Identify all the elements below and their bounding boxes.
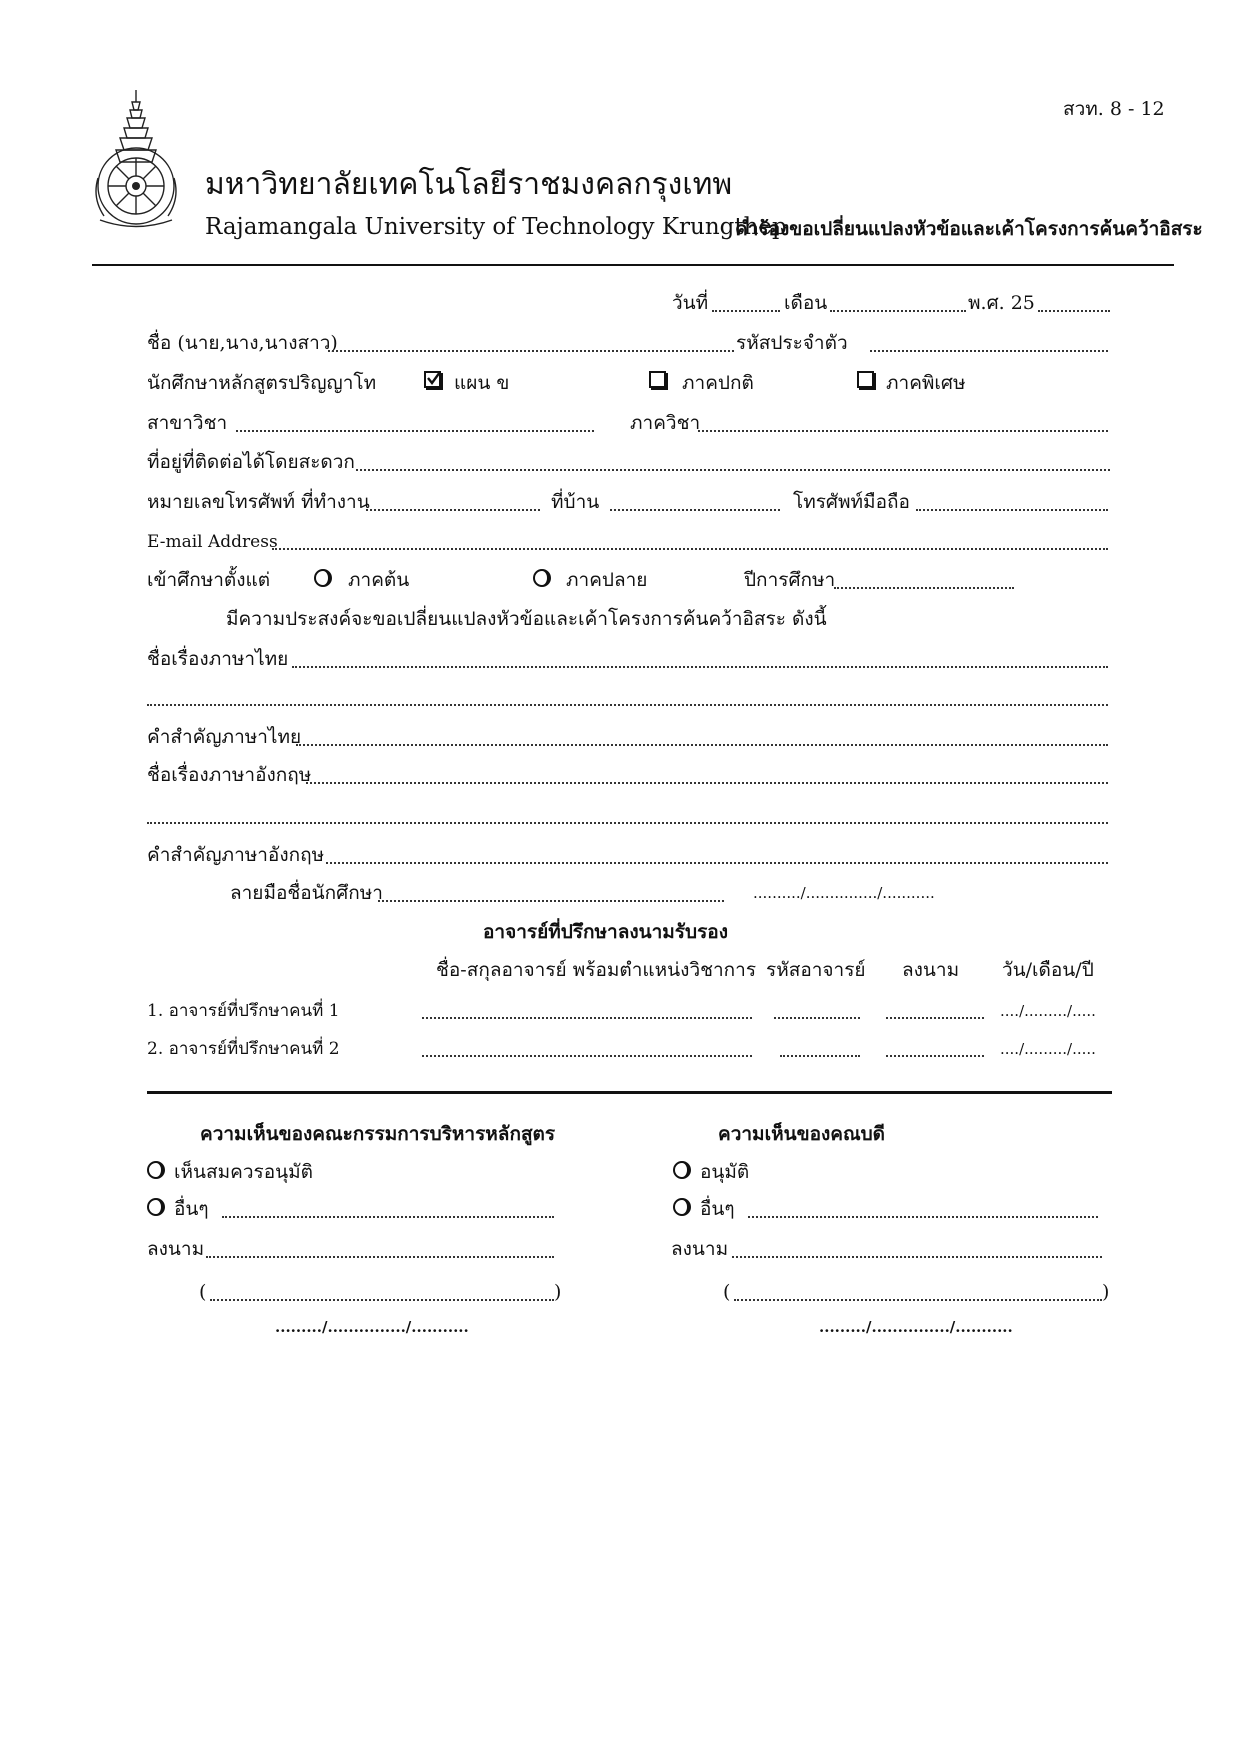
advisors-heading: อาจารย์ที่ปรึกษาลงนามรับรอง: [483, 921, 728, 943]
date-year-field[interactable]: [1038, 310, 1110, 312]
committee-other-field[interactable]: [222, 1216, 554, 1218]
major-field[interactable]: [236, 430, 594, 432]
student-signature-field[interactable]: [378, 900, 724, 902]
plan-b-label: แผน ข: [454, 372, 510, 394]
work-phone-label: หมายเลขโทรศัพท์ ที่ทำงาน: [147, 491, 370, 513]
date-year-label: พ.ศ. 25: [968, 292, 1035, 314]
advisor-2-sign-field[interactable]: [886, 1055, 984, 1057]
first-semester-radio[interactable]: [314, 569, 332, 587]
advisor-col-code: รหัสอาจารย์: [766, 959, 866, 981]
dean-heading: ความเห็นของคณบดี: [718, 1123, 885, 1145]
checkmark-icon: [426, 371, 441, 386]
name-field[interactable]: [328, 350, 734, 352]
program-label: นักศึกษาหลักสูตรปริญญาโท: [147, 372, 377, 394]
dean-other-radio[interactable]: [673, 1198, 691, 1216]
committee-other-label: อื่นๆ: [174, 1198, 209, 1220]
title-en-field-line2[interactable]: [147, 822, 1108, 824]
section-divider: [147, 1091, 1112, 1094]
name-label: ชื่อ (นาย,นาง,นางสาว): [147, 332, 338, 354]
first-semester-label: ภาคต้น: [348, 569, 410, 591]
student-signature-label: ลายมือชื่อนักศึกษา: [230, 882, 383, 904]
home-phone-label: ที่บ้าน: [551, 491, 600, 513]
title-th-field-line2[interactable]: [147, 704, 1108, 706]
dean-approve-label: อนุมัติ: [700, 1161, 750, 1183]
keywords-th-field[interactable]: [296, 744, 1108, 746]
advisor-2-date-field[interactable]: ..../........./.....: [1000, 1040, 1096, 1058]
title-th-label: ชื่อเรื่องภาษาไทย: [147, 648, 289, 670]
advisor-2-code-field[interactable]: [780, 1055, 860, 1057]
request-intro: มีความประสงค์จะขอเปลี่ยนแปลงหัวข้อและเค้าโครงการค้นคว้าอิสระ ดังนี้: [226, 608, 827, 630]
committee-name-field[interactable]: [210, 1299, 554, 1301]
advisor-1-name-field[interactable]: [422, 1017, 752, 1019]
committee-approve-radio[interactable]: [147, 1161, 165, 1179]
dean-sign-field[interactable]: [732, 1256, 1102, 1258]
mobile-label: โทรศัพท์มือถือ: [793, 491, 910, 513]
committee-paren-open: (: [199, 1281, 207, 1303]
committee-sign-field[interactable]: [206, 1256, 554, 1258]
department-field[interactable]: [698, 430, 1108, 432]
form-code: สวท. 8 - 12: [1063, 98, 1165, 120]
advisor-row-1-label: 1. อาจารย์ที่ปรึกษาคนที่ 1: [147, 1001, 340, 1021]
address-label: ที่อยู่ที่ติดต่อได้โดยสะดวก: [147, 451, 355, 473]
regular-label: ภาคปกติ: [682, 372, 754, 394]
second-semester-label: ภาคปลาย: [566, 569, 648, 591]
advisor-row-2-label: 2. อาจารย์ที่ปรึกษาคนที่ 2: [147, 1039, 340, 1059]
regular-checkbox[interactable]: [649, 371, 666, 388]
enroll-label: เข้าศึกษาตั้งแต่: [147, 569, 271, 591]
academic-year-field[interactable]: [834, 587, 1014, 589]
special-checkbox[interactable]: [857, 371, 874, 388]
advisor-1-date-field[interactable]: ..../........./.....: [1000, 1002, 1096, 1020]
dean-sign-label: ลงนาม: [671, 1238, 729, 1260]
title-en-field[interactable]: [306, 782, 1108, 784]
keywords-en-label: คำสำคัญภาษาอังกฤษ: [147, 844, 325, 866]
special-label: ภาคพิเศษ: [886, 372, 966, 394]
date-month-label: เดือน: [784, 292, 828, 314]
email-field[interactable]: [272, 548, 1108, 550]
committee-heading: ความเห็นของคณะกรรมการบริหารหลักสูตร: [200, 1123, 556, 1145]
work-phone-field[interactable]: [366, 509, 540, 511]
advisor-col-sign: ลงนาม: [902, 959, 960, 981]
committee-sign-label: ลงนาม: [147, 1238, 205, 1260]
dean-name-field[interactable]: [734, 1299, 1102, 1301]
department-label: ภาควิชา: [630, 412, 701, 434]
title-th-field[interactable]: [292, 666, 1108, 668]
mobile-field[interactable]: [916, 509, 1108, 511]
email-label: E-mail Address: [147, 532, 278, 552]
dean-paren-close: ): [1102, 1281, 1110, 1303]
major-label: สาขาวิชา: [147, 412, 228, 434]
header-divider: [92, 264, 1174, 266]
second-semester-radio[interactable]: [533, 569, 551, 587]
date-month-field[interactable]: [830, 310, 966, 312]
dean-date-field[interactable]: ........./.............../...........: [819, 1318, 1013, 1336]
university-logo-icon: [90, 88, 182, 230]
advisor-2-name-field[interactable]: [422, 1055, 752, 1057]
keywords-en-field[interactable]: [326, 862, 1108, 864]
date-day-field[interactable]: [712, 310, 780, 312]
university-name-en: Rajamangala University of Technology Krungthep: [205, 214, 787, 240]
advisor-1-sign-field[interactable]: [886, 1017, 984, 1019]
form-title: คำร้องขอเปลี่ยนแปลงหัวข้อและเค้าโครงการค้นคว้าอิสระ: [735, 218, 1203, 240]
title-en-label: ชื่อเรื่องภาษาอังกฤษ: [147, 764, 312, 786]
plan-b-checkbox[interactable]: [424, 371, 441, 388]
committee-approve-label: เห็นสมควรอนุมัติ: [174, 1161, 313, 1183]
dean-other-label: อื่นๆ: [700, 1198, 735, 1220]
advisor-col-name: ชื่อ-สกุลอาจารย์ พร้อมตำแหน่งวิชาการ: [436, 959, 757, 981]
student-id-field[interactable]: [870, 350, 1108, 352]
committee-other-radio[interactable]: [147, 1198, 165, 1216]
dean-approve-radio[interactable]: [673, 1161, 691, 1179]
advisor-1-code-field[interactable]: [774, 1017, 860, 1019]
committee-paren-close: ): [554, 1281, 562, 1303]
advisor-col-date: วัน/เดือน/ปี: [1002, 959, 1094, 981]
student-id-label: รหัสประจำตัว: [736, 332, 848, 354]
keywords-th-label: คำสำคัญภาษาไทย: [147, 726, 302, 748]
date-day-label: วันที่: [672, 292, 709, 314]
address-field[interactable]: [356, 469, 1110, 471]
home-phone-field[interactable]: [610, 509, 780, 511]
student-signature-date[interactable]: ........../.............../...........: [753, 884, 935, 902]
dean-other-field[interactable]: [748, 1216, 1098, 1218]
university-name-th: มหาวิทยาลัยเทคโนโลยีราชมงคลกรุงเทพ: [205, 167, 733, 202]
dean-paren-open: (: [723, 1281, 731, 1303]
committee-date-field[interactable]: ........./.............../...........: [275, 1318, 469, 1336]
academic-year-label: ปีการศึกษา: [744, 569, 836, 591]
